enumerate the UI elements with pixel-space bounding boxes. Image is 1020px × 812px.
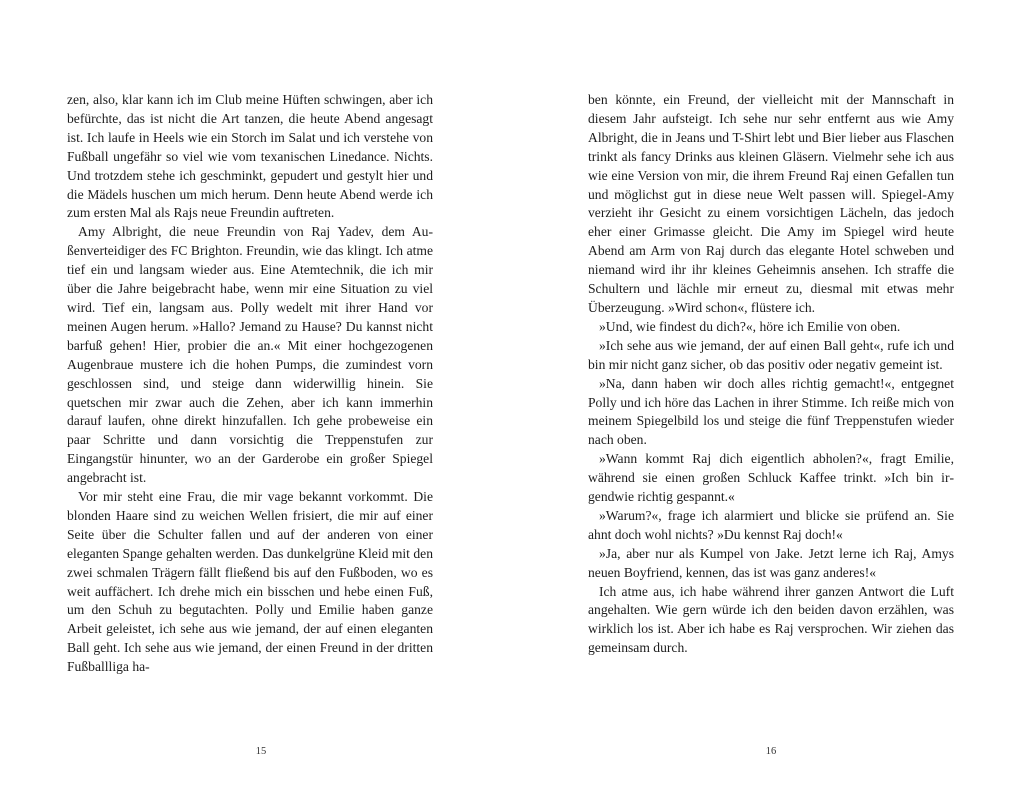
paragraph: »Ja, aber nur als Kumpel von Jake. Jetzt lerne ich Raj, Amys neuen Boyfriend, kennen, das ist was ganz anderes!«	[588, 545, 954, 580]
page-number: 16	[765, 746, 777, 757]
paragraph: »Und, wie findest du dich?«, höre ich Emilie von oben.	[599, 318, 901, 334]
right-page	[510, 0, 1020, 812]
paragraph: ben könnte, ein Freund, der vielleicht mit der Mannschaft in diesem Jahr aufsteigt. Ich sehe nur sehr entfernt aus wie Amy Albright, die in Jeans und T-Shirt lebt und Bier lieber aus Flaschen trinkt als fancy Drinks aus kleinen Gläsern. Vielmehr sehe ich aus wie eine Version von mir, die ihrem Freund Raj einen Gefallen tun und möglichst gut in diese neue Welt passen will. Spiegel-Amy verzieht ihr Gesicht zu einem vorsichtigen Lächeln, das jedoch eher einer Grimasse gleicht. Die Amy im Spiegel wird heute Abend am Arm von Raj durch das elegante Hotel schweben und niemand wird ihr ihr kleines Geheimnis ansehen. Ich straffe die Schultern und lächle mir erneut zu, diesmal mit etwas mehr Überzeugung. »Wird schon«, flüstere ich.	[588, 92, 954, 315]
paragraph: zen, also, klar kann ich im Club meine Hüften schwingen, aber ich befürchte, das ist nicht die Art tanzen, die heute Abend angesagt ist. Ich laufe in Heels wie ein Storch im Salat und ich verstehe von Fußball ungefähr so viel wie vom texanischen Linedance. Nichts. Und trotzdem stehe ich geschminkt, gepudert und gestylt hier und die Mädels huschen um mich herum. Denn heute Abend werde ich zum ersten Mal als Rajs neue Freundin auftreten.	[67, 92, 433, 221]
left-page-text	[67, 91, 433, 677]
paragraph: »Warum?«, frage ich alarmiert und blicke sie prüfend an. Sie ahnt doch wohl nichts? »Du kennst Raj doch!«	[588, 507, 954, 542]
paragraph: Amy Albright, die neue Freundin von Raj Yadev, dem Außenverteidiger des FC Brighton. Freundin, wie das klingt. Ich atme tief ein und langsam wieder aus. Eine Atemtechnik, die ich mir über die Jahre beigebracht habe, wenn mir eine Situation zu viel wird. Tief ein, langsam aus. Polly wedelt mit ihrer Hand vor meinen Augen herum. »Hallo? Jemand zu Hause? Du kannst nicht barfuß gehen! Hier, probier die an.« Mit einer hochgezogenen Augenbraue mustere ich die hohen Pumps, die zumindest vorn geschlossen sind, und steige dann widerwillig hinein. Sie quetschen mir zwar auch die Zehen, aber ich kann immerhin darauf laufen, ohne direkt hinzufallen. Ich gehe probeweise ein paar Schritte und dann vorsichtig die Treppenstufen zur Eingangstür hinunter, wo an der Garderobe ein großer Spiegel angebracht ist.	[67, 224, 433, 486]
paragraph: »Na, dann haben wir doch alles richtig gemacht!«, entgegnet Polly und ich höre das Lachen in ihrer Stimme. Ich reiße mich von meinem Spiegelbild los und steige die fünf Treppenstufen wieder nach oben.	[588, 375, 954, 448]
paragraph: »Ich sehe aus wie jemand, der auf einen Ball geht«, rufe ich und bin mir nicht ganz sicher, ob das positiv oder negativ gemeint ist.	[588, 337, 954, 372]
paragraph: Ich atme aus, ich habe während ihrer ganzen Antwort die Luft angehalten. Wie gern würde ich den beiden davon erzählen, was wirklich los ist. Aber ich habe es Raj versprochen. Wir ziehen das gemeinsam durch.	[588, 583, 954, 656]
paragraph: Vor mir steht eine Frau, die mir vage bekannt vorkommt. Die blonden Haare sind zu weichen Wellen frisiert, die mir auf einer Seite über die Schulter fallen und auf der anderen von einer eleganten Spange gehalten werden. Das dunkelgrüne Kleid mit den zwei schmalen Trägern fällt fließend bis auf den Fußboden, wo es weit auffächert. Ich drehe mich ein bisschen und hebe einen Fuß, um den Schuh zu begutachten. Polly und Emilie haben ganze Arbeit geleistet, ich sehe aus wie jemand, der auf einen eleganten Ball geht. Ich sehe aus wie jemand, der einen Freund in der dritten Fußballliga ha-	[67, 489, 433, 675]
right-page-text	[588, 91, 954, 658]
paragraph: »Wann kommt Raj dich eigentlich abholen?«, fragt Emilie, während sie einen großen Schluck Kaffee trinkt. »Ich bin irgendwie richtig gespannt.«	[588, 451, 954, 505]
page-number: 15	[255, 746, 267, 757]
